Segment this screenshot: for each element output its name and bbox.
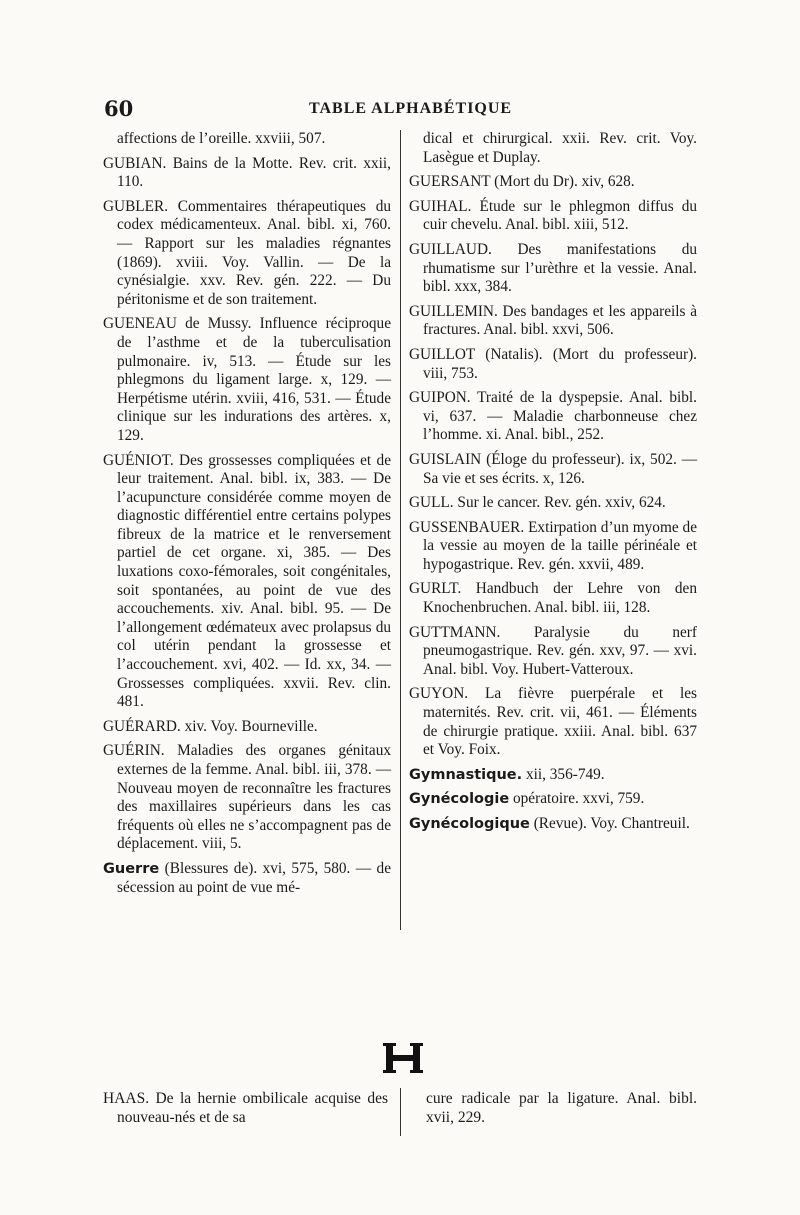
entry-heading: Gynécologie <box>409 791 510 808</box>
index-entry: GUSSENBAUER. Extirpation d’un myome de la vessie au moyen de la taille périnéale et hypogastrique. Rev. gén. xxvii, 489. <box>409 518 697 573</box>
index-entry: GUILLAUD. Des manifestations du rhumatisme sur l’urèthre et la vessie. Anal. bibl. xxx, 384. <box>409 240 697 296</box>
index-entry: Gymnastique. xii, 356-749. <box>409 765 605 783</box>
index-entry: GUYON. La fièvre puerpérale et les maternités. Rev. crit. vii, 461. — Éléments de chirurgie pratique. xxiii. Anal. bibl. 637 et Voy. Foix. <box>409 685 697 759</box>
index-entry: GUBLER. Commentaires thérapeutiques du codex médicamenteux. Anal. bibl. xi, 760. — Rapport sur les maladies régnantes (1869). xviii. Voy. Vallin. — De la cynésialgie. xxv. Rev. gén. 222. — Du péritonisme et de son traitement. <box>103 197 391 308</box>
bottom-left-entry <box>103 1090 388 1134</box>
page-header <box>104 96 704 122</box>
entry-heading: Gymnastique. <box>409 766 523 783</box>
index-entry: GUILLEMIN. Des bandages et les appareils à fractures. Anal. bibl. xxvi, 506. <box>409 302 697 339</box>
index-entry-haas-continued: cure radicale par la ligature. Anal. bibl. xvii, 229. <box>426 1090 697 1126</box>
running-title: TABLE ALPHABÉTIQUE <box>309 100 513 117</box>
index-entry: GUÉRIN. Maladies des organes génitaux externes de la femme. Anal. bibl. iii, 378. — Nouveau moyen de reconnaître les fractures des maxillaires supérieurs dans les cas fréquents où elles ne s’accompagnent pas de déplacement. viii, 5. <box>103 742 391 853</box>
left-column <box>103 130 391 903</box>
index-entry: GUIHAL. Étude sur le phlegmon diffus du cuir chevelu. Anal. bibl. xiii, 512. <box>409 197 697 234</box>
page-number: 60 <box>104 96 134 121</box>
column-divider <box>400 130 401 930</box>
index-entry: GUBIAN. Bains de la Motte. Rev. crit. xxii, 110. <box>103 154 391 191</box>
index-entry: GUISLAIN (Éloge du professeur). ix, 502. — Sa vie et ses écrits. x, 126. <box>409 450 697 487</box>
bottom-column-divider <box>400 1088 401 1136</box>
index-entry: GUÉRARD. xiv. Voy. Bourneville. <box>103 717 318 735</box>
bottom-right-entry <box>412 1090 697 1134</box>
right-column <box>409 130 697 840</box>
index-entry: GUIPON. Traité de la dyspepsie. Anal. bibl. vi, 637. — Maladie charbonneuse chez l’homme. xi. Anal. bibl., 252. <box>409 389 697 444</box>
index-entry: Gynécologique (Revue). Voy. Chantreuil. <box>409 815 690 832</box>
index-entry: GUTTMANN. Paralysie du nerf pneumogastrique. Rev. gén. xxv, 97. — xvi. Anal. bibl. Voy. Hubert-Vatteroux. <box>409 623 697 678</box>
index-entry: GULL. Sur le cancer. Rev. gén. xxiv, 624. <box>409 494 666 512</box>
section-letter-h <box>383 1040 423 1076</box>
index-entry: GUÉNIOT. Des grossesses compliquées et de leur traitement. Anal. bibl. ix, 383. — De l’acupuncture considérée comme moyen de diagnostic différentiel entre certains polypes fibreux de la matrice et le renversement partiel de cet organe. xi, 385. — Des luxations coxo-fémorales, soit congénitales, soit spontanées, au point de vue des accouchements. xiv. Anal. bibl. 95. — De l’allongement œdémateux avec prolapsus du col utérin pendant la grossesse et l’accouchement. xvi, 402. — Id. xx, 34. — Grossesses compliquées. xxvii. Rev. clin. 481. <box>103 451 391 711</box>
index-entry: GUILLOT (Natalis). (Mort du professeur). viii, 753. <box>409 345 697 382</box>
index-entry: Guerre (Blessures de). xvi, 575, 580. — de sécession au point de vue mé- <box>103 859 391 896</box>
index-entry: GUERSANT (Mort du Dr). xiv, 628. <box>409 173 635 191</box>
index-entry: GURLT. Handbuch der Lehre von den Knochenbruchen. Anal. bibl. iii, 128. <box>409 580 697 617</box>
index-entry: dical et chirurgical. xxii. Rev. crit. Voy. Lasègue et Duplay. <box>423 130 697 166</box>
index-entry: GUENEAU de Mussy. Influence réciproque de l’asthme et de la tuberculisation pulmonaire. iv, 513. — Étude sur les phlegmons du ligament large. x, 129. — Herpétisme utérin. xviii, 416, 531. — Étude clinique sur les indurations des artères. x, 129. <box>103 315 391 444</box>
index-entry: affections de l’oreille. xxviii, 507. <box>117 130 326 147</box>
entry-heading: Guerre <box>103 860 160 877</box>
index-entry: Gynécologie opératoire. xxvi, 759. <box>409 790 645 808</box>
index-entry-haas: HAAS. De la hernie ombilicale acquise des nouveau-nés et de sa <box>103 1090 388 1126</box>
entry-heading: Gynécologique <box>409 816 530 832</box>
